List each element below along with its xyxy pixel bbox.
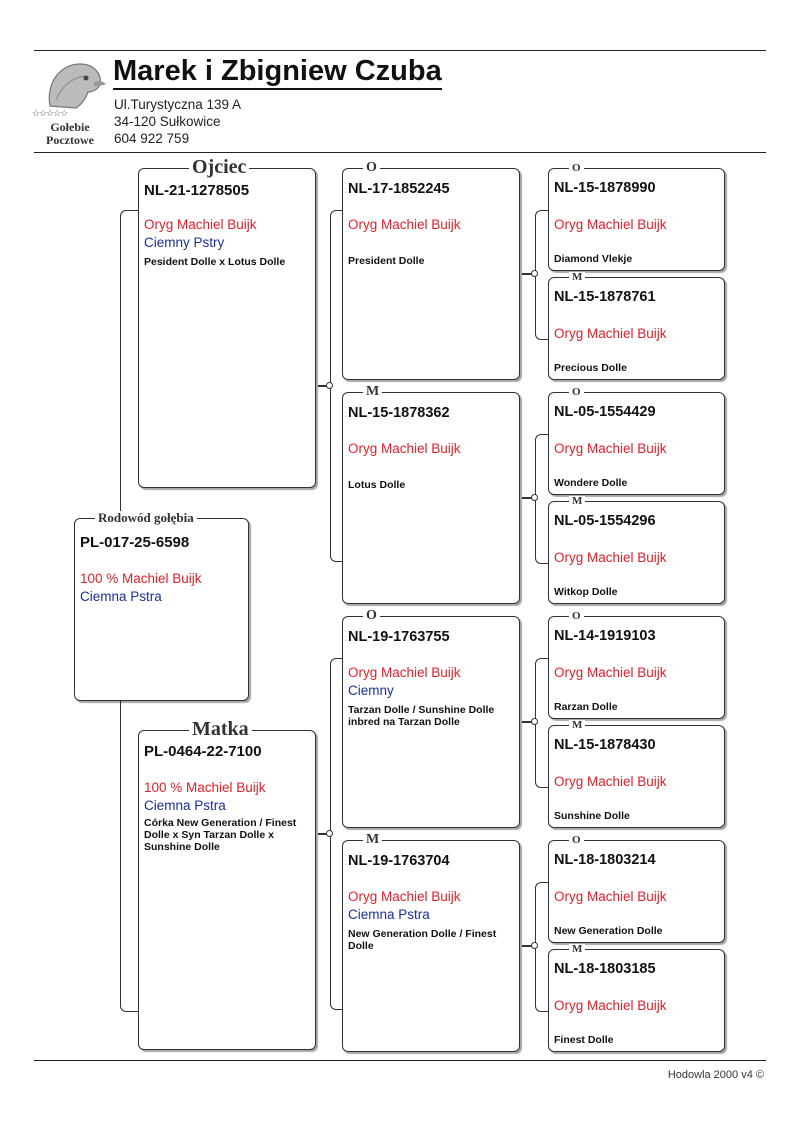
- footer-credit: Hodowla 2000 v4 ©: [667, 1069, 764, 1081]
- ggp-ring: NL-15-1878990: [554, 180, 656, 196]
- grandparent-origin: Oryg Machiel Buijk: [348, 889, 461, 904]
- ggp-note: Diamond Vlekje: [554, 253, 633, 265]
- ggp-caption: M: [569, 944, 585, 955]
- subject-ring: PL-017-25-6598: [80, 534, 190, 551]
- great-grandparent-card[interactable]: [548, 719, 725, 828]
- logo-stars: ☆☆☆☆☆: [32, 108, 68, 118]
- ggp-caption: M: [569, 496, 585, 507]
- great-grandparent-card[interactable]: [548, 495, 725, 604]
- connector-gp3-node: [531, 718, 538, 725]
- ggp-ring: NL-14-1919103: [554, 628, 656, 644]
- ggp-origin: Oryg Machiel Buijk: [554, 326, 667, 341]
- subject-card[interactable]: [74, 510, 249, 701]
- connector-gp1-node: [531, 270, 538, 277]
- ggp-note: Witkop Dolle: [554, 586, 618, 598]
- ggp-caption: O: [569, 835, 584, 846]
- grandparent-ring: NL-15-1878362: [348, 405, 450, 421]
- great-grandparent-card[interactable]: [548, 386, 725, 495]
- grandparent-caption: M: [363, 833, 382, 847]
- grandparent-caption: O: [363, 161, 380, 175]
- great-grandparent-card[interactable]: [548, 834, 725, 943]
- subject-origin: 100 % Machiel Buijk: [80, 571, 202, 586]
- father-card[interactable]: [138, 156, 316, 488]
- connector-father-node: [326, 382, 333, 389]
- ggp-ring: NL-05-1554429: [554, 404, 656, 420]
- mother-caption: Matka: [189, 719, 252, 739]
- grandparent-note: New Generation Dolle / Finest Dolle: [348, 928, 497, 952]
- father-origin: Oryg Machiel Buijk: [144, 217, 257, 232]
- connector-gp2-node: [531, 494, 538, 501]
- grandparent-note: President Dolle: [348, 255, 425, 267]
- ggp-note: Rarzan Dolle: [554, 701, 618, 713]
- grandparent-note: Lotus Dolle: [348, 479, 406, 491]
- ggp-ring: NL-18-1803214: [554, 852, 656, 868]
- grandparent-origin: Oryg Machiel Buijk: [348, 217, 461, 232]
- grandparent-card[interactable]: [342, 160, 520, 380]
- ggp-caption: O: [569, 611, 584, 622]
- grandparent-card[interactable]: [342, 608, 520, 828]
- owner-name: Marek i Zbigniew Czuba: [113, 54, 442, 90]
- grandparent-ring: NL-19-1763755: [348, 629, 450, 645]
- father-color: Ciemny Pstry: [144, 235, 225, 250]
- connector-gp4-node: [531, 942, 538, 949]
- ggp-origin: Oryg Machiel Buijk: [554, 774, 667, 789]
- owner-city: 34-120 Sułkowice: [114, 114, 221, 129]
- ggp-origin: Oryg Machiel Buijk: [554, 217, 667, 232]
- grandparent-card[interactable]: [342, 384, 520, 604]
- grandparent-note: Tarzan Dolle / Sunshine Dolle inbred na Tarzan Dolle: [348, 704, 495, 728]
- father-caption: Ojciec: [189, 157, 249, 177]
- mother-origin: 100 % Machiel Buijk: [144, 780, 266, 795]
- great-grandparent-card[interactable]: [548, 162, 725, 271]
- ggp-caption: O: [569, 387, 584, 398]
- mother-color: Ciemna Pstra: [144, 798, 226, 813]
- father-ring: NL-21-1278505: [144, 182, 250, 199]
- ggp-ring: NL-15-1878430: [554, 737, 656, 753]
- grandparent-color: Ciemny: [348, 683, 394, 698]
- footer-rule: [34, 1060, 766, 1061]
- connector-mother-node: [326, 830, 333, 837]
- subject-color: Ciemna Pstra: [80, 589, 162, 604]
- ggp-origin: Oryg Machiel Buijk: [554, 441, 667, 456]
- grandparent-ring: NL-19-1763704: [348, 853, 450, 869]
- ggp-note: Sunshine Dolle: [554, 810, 630, 822]
- mother-card[interactable]: [138, 718, 316, 1050]
- ggp-note: Precious Dolle: [554, 362, 627, 374]
- grandparent-origin: Oryg Machiel Buijk: [348, 665, 461, 680]
- logo-text-line1: Gołebie: [50, 120, 90, 134]
- ggp-origin: Oryg Machiel Buijk: [554, 998, 667, 1013]
- mother-note: Córka New Generation / Finest Dolle x Syn Tarzan Dolle x Sunshine Dolle: [144, 817, 297, 853]
- mother-ring: PL-0464-22-7100: [144, 743, 262, 760]
- great-grandparent-card[interactable]: [548, 271, 725, 380]
- subject-caption: Rodowód gołębia: [95, 511, 197, 524]
- ggp-origin: Oryg Machiel Buijk: [554, 889, 667, 904]
- ggp-ring: NL-18-1803185: [554, 961, 656, 977]
- ggp-note: Finest Dolle: [554, 1034, 614, 1046]
- ggp-origin: Oryg Machiel Buijk: [554, 550, 667, 565]
- grandparent-caption: O: [363, 609, 380, 623]
- grandparent-origin: Oryg Machiel Buijk: [348, 441, 461, 456]
- great-grandparent-card[interactable]: [548, 610, 725, 719]
- ggp-note: New Generation Dolle: [554, 925, 663, 937]
- ggp-caption: O: [569, 163, 584, 174]
- grandparent-color: Ciemna Pstra: [348, 907, 430, 922]
- ggp-ring: NL-15-1878761: [554, 289, 656, 305]
- grandparent-caption: M: [363, 385, 382, 399]
- ggp-ring: NL-05-1554296: [554, 513, 656, 529]
- father-note: Pesident Dolle x Lotus Dolle: [144, 256, 286, 268]
- grandparent-ring: NL-17-1852245: [348, 181, 450, 197]
- header-top-rule: [34, 50, 766, 51]
- ggp-note: Wondere Dolle: [554, 477, 628, 489]
- great-grandparent-card[interactable]: [548, 943, 725, 1052]
- ggp-caption: M: [569, 272, 585, 283]
- ggp-caption: M: [569, 720, 585, 731]
- ggp-origin: Oryg Machiel Buijk: [554, 665, 667, 680]
- logo-text-line2: Pocztowe: [46, 133, 94, 147]
- grandparent-card[interactable]: [342, 832, 520, 1052]
- owner-phone: 604 922 759: [114, 131, 190, 146]
- header-bottom-rule: [34, 152, 766, 153]
- owner-street: Ul.Turystyczna 139 A: [114, 97, 242, 112]
- pigeon-head-icon: [36, 56, 108, 112]
